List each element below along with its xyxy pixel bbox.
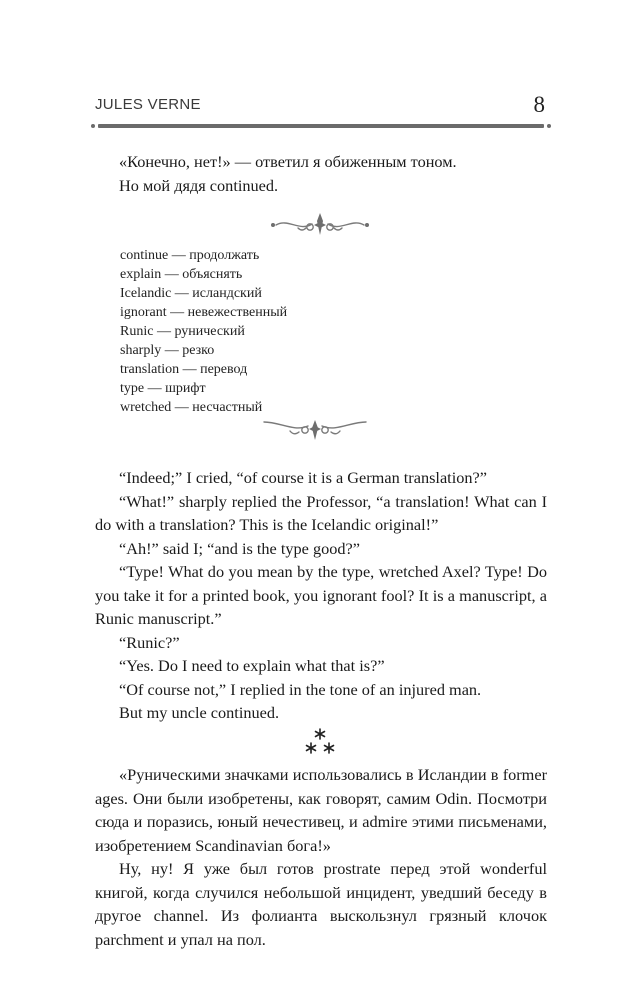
bottom-text-block	[95, 763, 547, 951]
header-rule-dot-left	[91, 124, 95, 128]
paragraph: “Runic?”	[119, 632, 180, 652]
header-author: JULES VERNE	[95, 96, 201, 113]
paragraph: “Type! What do you mean by the type, wretched Axel? Type! Do you take it for a printed book, you ignorant fool? It is a manuscript, a Runic manuscript.”	[95, 562, 547, 628]
paragraph: Ну, ну! Я уже был готов prostrate перед этой wonderful книгой, когда случился небольшой инцидент, уведший беседу в другое channel. Из фолианта выскользнул грязный клочок parchment и упал на пол.	[95, 859, 547, 949]
top-text-block	[95, 150, 547, 197]
paragraph: «Конечно, нет!» — ответил я обиженным тоном.	[119, 152, 457, 171]
vocabulary-item: explain — объяснять	[120, 267, 243, 282]
vocabulary-item: ignorant — невежественный	[120, 305, 288, 320]
paragraph: Но мой дядя continued.	[119, 175, 279, 195]
vocabulary-item: Icelandic — исландский	[120, 286, 262, 301]
asterism-icon	[300, 727, 340, 757]
vocabulary-list	[120, 246, 287, 417]
paragraph: “Yes. Do I need to explain what that is?”	[119, 656, 385, 675]
header-rule-dot-right	[547, 124, 551, 128]
paragraph: But my uncle continued.	[119, 703, 280, 722]
english-text-block	[95, 466, 547, 725]
vocabulary-item: continue — продолжать	[120, 248, 260, 263]
paragraph: “Indeed;” I cried, “of course it is a German translation?”	[119, 468, 487, 487]
header-rule	[98, 124, 544, 128]
paragraph: «Руническими значками использовались в Исландии в former ages. Они были изобретены, как говорят, самим Odin. Посмотри сюда и поразись, юный нечестивец, и admire этими письменами, изобретением Scandinavian бога!»	[95, 765, 547, 855]
paragraph: “Of course not,” I replied in the tone of an injured man.	[119, 679, 482, 699]
paragraph: “What!” sharply replied the Professor, “a translation! What can I do with a translation? This is the Icelandic original!”	[95, 491, 547, 534]
paragraph: “Ah!” said I; “and is the type good?”	[119, 538, 360, 558]
vocabulary-item: sharply — резко	[120, 343, 215, 358]
page-number: 8	[533, 92, 545, 117]
flourish-divider-icon	[270, 210, 370, 238]
vocabulary-item: type — шрифт	[120, 381, 206, 396]
vocabulary-item: Runic — рунический	[120, 324, 245, 339]
flourish-divider-icon	[260, 414, 370, 442]
vocabulary-item: translation — перевод	[120, 362, 248, 377]
vocabulary-item: wretched — несчастный	[120, 400, 263, 415]
